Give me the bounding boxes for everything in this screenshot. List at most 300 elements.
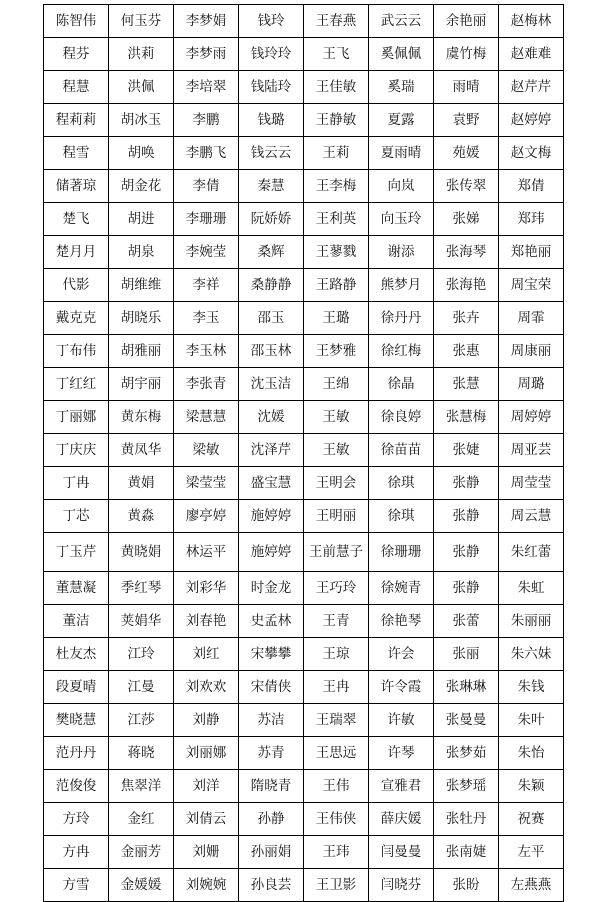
person-name: 朱丽丽 (510, 612, 552, 629)
person-name: 钱璐 (257, 111, 285, 128)
person-name: 王伟侠 (315, 810, 357, 827)
person-name: 宣雅君 (380, 777, 422, 794)
person-name: 周璐 (517, 375, 545, 392)
name-cell (239, 434, 304, 467)
name-cell (434, 203, 499, 236)
person-name: 苏洁 (257, 711, 285, 728)
person-name: 程慧 (62, 78, 90, 95)
person-name: 张卉 (452, 309, 480, 326)
name-cell (109, 71, 174, 104)
name-cell (304, 302, 369, 335)
person-name: 王佳敏 (315, 78, 357, 95)
person-name: 方玲 (62, 810, 90, 827)
name-cell (369, 104, 434, 137)
name-cell (499, 500, 564, 533)
name-cell (369, 605, 434, 638)
name-cell (44, 269, 109, 302)
table-row (44, 335, 564, 368)
table-row (44, 869, 564, 902)
person-name: 胡进 (127, 210, 155, 227)
name-cell (499, 638, 564, 671)
person-name: 朱红蕾 (510, 543, 552, 560)
name-cell (304, 605, 369, 638)
table-row (44, 170, 564, 203)
person-name: 张琳琳 (445, 678, 487, 695)
name-cell (174, 500, 239, 533)
table-row (44, 38, 564, 71)
name-cell (109, 269, 174, 302)
person-name: 刘婉婉 (185, 876, 227, 893)
person-name: 王瑞翠 (315, 711, 357, 728)
name-cell (434, 704, 499, 737)
person-name: 金红 (127, 810, 155, 827)
name-cell (174, 836, 239, 869)
person-name: 薛庆媛 (380, 810, 422, 827)
name-cell (304, 467, 369, 500)
person-name: 雨晴 (452, 78, 480, 95)
person-name: 刘彩华 (185, 579, 227, 596)
person-name: 朱虹 (517, 579, 545, 596)
person-name: 胡雅丽 (120, 342, 162, 359)
person-name: 郑倩 (517, 177, 545, 194)
name-cell (369, 533, 434, 572)
person-name: 范丹丹 (55, 744, 97, 761)
name-cell (109, 203, 174, 236)
name-cell (109, 368, 174, 401)
name-cell (434, 71, 499, 104)
person-name: 王璐 (322, 309, 350, 326)
name-cell (434, 137, 499, 170)
name-cell (174, 401, 239, 434)
name-cell (239, 737, 304, 770)
name-cell (44, 572, 109, 605)
person-name: 黄淼 (127, 507, 155, 524)
person-name: 隋晓青 (250, 777, 292, 794)
name-cell (174, 704, 239, 737)
person-name: 左燕燕 (510, 876, 552, 893)
name-cell (499, 401, 564, 434)
name-cell (44, 869, 109, 902)
person-name: 周霏 (517, 309, 545, 326)
person-name: 阮娇娇 (250, 210, 292, 227)
name-cell (44, 434, 109, 467)
person-name: 周云慧 (510, 507, 552, 524)
person-name: 王明丽 (315, 507, 357, 524)
person-name: 赵芹芹 (510, 78, 552, 95)
person-name: 林运平 (185, 543, 227, 560)
person-name: 徐婉青 (380, 579, 422, 596)
person-name: 奚佩佩 (380, 45, 422, 62)
person-name: 钱玲玲 (250, 45, 292, 62)
name-cell (174, 605, 239, 638)
person-name: 孙丽娟 (250, 843, 292, 860)
name-cell (44, 638, 109, 671)
table-row (44, 5, 564, 38)
person-name: 胡泉 (127, 243, 155, 260)
name-cell (239, 770, 304, 803)
person-name: 李玉林 (185, 342, 227, 359)
person-name: 陈智伟 (55, 12, 97, 29)
name-cell (239, 104, 304, 137)
name-cell (369, 302, 434, 335)
name-cell (369, 170, 434, 203)
person-name: 王敏 (322, 408, 350, 425)
person-name: 代影 (62, 276, 90, 293)
person-name: 刘红 (192, 645, 220, 662)
person-name: 刘倩云 (185, 810, 227, 827)
person-name: 洪佩 (127, 78, 155, 95)
person-name: 徐琪 (387, 474, 415, 491)
name-cell (304, 572, 369, 605)
name-cell (174, 770, 239, 803)
name-roster-table (43, 4, 564, 902)
person-name: 邵玉林 (250, 342, 292, 359)
person-name: 李培翠 (185, 78, 227, 95)
name-cell (499, 572, 564, 605)
person-name: 胡金花 (120, 177, 162, 194)
person-name: 胡唤 (127, 144, 155, 161)
table-row (44, 302, 564, 335)
name-cell (434, 638, 499, 671)
table-row (44, 605, 564, 638)
name-cell (174, 38, 239, 71)
person-name: 张静 (452, 543, 480, 560)
table-row (44, 434, 564, 467)
name-cell (499, 671, 564, 704)
person-name: 王玮 (322, 843, 350, 860)
table-row (44, 737, 564, 770)
name-cell (369, 203, 434, 236)
person-name: 张静 (452, 507, 480, 524)
person-name: 施婷婷 (250, 543, 292, 560)
person-name: 荚娟华 (120, 612, 162, 629)
person-name: 周婷婷 (510, 408, 552, 425)
person-name: 李倩 (192, 177, 220, 194)
name-cell (369, 401, 434, 434)
person-name: 李玉 (192, 309, 220, 326)
name-cell (434, 572, 499, 605)
person-name: 郑艳丽 (510, 243, 552, 260)
person-name: 张慧梅 (445, 408, 487, 425)
person-name: 刘静 (192, 711, 220, 728)
name-cell (499, 170, 564, 203)
person-name: 楚月月 (55, 243, 97, 260)
name-cell (109, 869, 174, 902)
name-cell (369, 803, 434, 836)
person-name: 黄娟 (127, 474, 155, 491)
name-cell (239, 236, 304, 269)
person-name: 张蕾 (452, 612, 480, 629)
person-name: 董洁 (62, 612, 90, 629)
name-cell (239, 335, 304, 368)
name-cell (304, 71, 369, 104)
person-name: 王巧玲 (315, 579, 357, 596)
name-cell (44, 803, 109, 836)
name-cell (499, 203, 564, 236)
name-cell (174, 671, 239, 704)
person-name: 宋攀攀 (250, 645, 292, 662)
name-cell (174, 467, 239, 500)
person-name: 张慧 (452, 375, 480, 392)
table-row (44, 269, 564, 302)
name-cell (304, 704, 369, 737)
person-name: 张曼曼 (445, 711, 487, 728)
table-row (44, 533, 564, 572)
name-cell (369, 434, 434, 467)
person-name: 赵难难 (510, 45, 552, 62)
name-cell (434, 269, 499, 302)
name-cell (369, 572, 434, 605)
person-name: 祝赛 (517, 810, 545, 827)
name-cell (174, 269, 239, 302)
person-name: 徐晶 (387, 375, 415, 392)
person-name: 季红琴 (120, 579, 162, 596)
person-name: 王利英 (315, 210, 357, 227)
name-cell (434, 38, 499, 71)
person-name: 沈玉洁 (250, 375, 292, 392)
person-name: 闫晓芬 (380, 876, 422, 893)
person-name: 王飞 (322, 45, 350, 62)
name-cell (44, 38, 109, 71)
person-name: 徐艳琴 (380, 612, 422, 629)
name-cell (44, 671, 109, 704)
name-cell (434, 5, 499, 38)
table-row (44, 638, 564, 671)
person-name: 张梦瑶 (445, 777, 487, 794)
name-cell (499, 869, 564, 902)
person-name: 王梦雅 (315, 342, 357, 359)
name-cell (109, 302, 174, 335)
person-name: 孙静 (257, 810, 285, 827)
name-cell (109, 638, 174, 671)
person-name: 赵婷婷 (510, 111, 552, 128)
person-name: 程莉莉 (55, 111, 97, 128)
name-cell (174, 335, 239, 368)
name-cell (44, 605, 109, 638)
name-cell (109, 671, 174, 704)
name-cell (369, 737, 434, 770)
table-row (44, 572, 564, 605)
person-name: 武云云 (380, 12, 422, 29)
name-cell (239, 170, 304, 203)
person-name: 李梦雨 (185, 45, 227, 62)
person-name: 周康丽 (510, 342, 552, 359)
table-row (44, 467, 564, 500)
name-cell (499, 38, 564, 71)
name-cell (304, 5, 369, 38)
name-cell (109, 137, 174, 170)
person-name: 王琼 (322, 645, 350, 662)
person-name: 张丽 (452, 645, 480, 662)
person-name: 桑辉 (257, 243, 285, 260)
name-cell (369, 137, 434, 170)
name-cell (174, 104, 239, 137)
person-name: 苏青 (257, 744, 285, 761)
name-cell (304, 533, 369, 572)
person-name: 王蓼戮 (315, 243, 357, 260)
person-name: 许敏 (387, 711, 415, 728)
person-name: 徐琪 (387, 507, 415, 524)
person-name: 熊梦月 (380, 276, 422, 293)
person-name: 丁丽娜 (55, 408, 97, 425)
person-name: 段夏晴 (55, 678, 97, 695)
table-row (44, 770, 564, 803)
person-name: 李鹏 (192, 111, 220, 128)
name-cell (304, 335, 369, 368)
name-cell (499, 269, 564, 302)
name-cell (44, 71, 109, 104)
person-name: 刘姗 (192, 843, 220, 860)
name-cell (434, 737, 499, 770)
name-cell (174, 533, 239, 572)
name-cell (434, 533, 499, 572)
name-cell (304, 203, 369, 236)
person-name: 张南婕 (445, 843, 487, 860)
name-cell (44, 704, 109, 737)
name-cell (434, 236, 499, 269)
person-name: 徐丹丹 (380, 309, 422, 326)
name-cell (239, 269, 304, 302)
name-cell (174, 638, 239, 671)
name-cell (304, 434, 369, 467)
name-cell (174, 434, 239, 467)
person-name: 施婷婷 (250, 507, 292, 524)
person-name: 李张青 (185, 375, 227, 392)
name-cell (369, 467, 434, 500)
table-row (44, 236, 564, 269)
person-name: 向玉玲 (380, 210, 422, 227)
person-name: 徐苗苗 (380, 441, 422, 458)
name-cell (434, 500, 499, 533)
name-cell (369, 5, 434, 38)
person-name: 戴克克 (55, 309, 97, 326)
name-cell (434, 836, 499, 869)
table-row (44, 203, 564, 236)
name-cell (109, 5, 174, 38)
person-name: 江玲 (127, 645, 155, 662)
person-name: 时金龙 (250, 579, 292, 596)
name-cell (499, 605, 564, 638)
name-cell (44, 335, 109, 368)
table-row (44, 368, 564, 401)
person-name: 余艳丽 (445, 12, 487, 29)
person-name: 朱怡 (517, 744, 545, 761)
person-name: 胡维维 (120, 276, 162, 293)
name-cell (369, 236, 434, 269)
person-name: 李祥 (192, 276, 220, 293)
person-name: 王明会 (315, 474, 357, 491)
name-cell (304, 836, 369, 869)
name-cell (44, 500, 109, 533)
name-cell (499, 803, 564, 836)
name-cell (44, 737, 109, 770)
person-name: 王思远 (315, 744, 357, 761)
name-cell (499, 434, 564, 467)
name-cell (434, 302, 499, 335)
person-name: 朱六妹 (510, 645, 552, 662)
name-cell (174, 203, 239, 236)
name-cell (304, 869, 369, 902)
name-cell (369, 836, 434, 869)
person-name: 李鹏飞 (185, 144, 227, 161)
name-cell (174, 71, 239, 104)
person-name: 丁庆庆 (55, 441, 97, 458)
name-cell (44, 533, 109, 572)
name-cell (109, 737, 174, 770)
person-name: 江莎 (127, 711, 155, 728)
person-name: 虞竹梅 (445, 45, 487, 62)
name-cell (369, 770, 434, 803)
person-name: 程雪 (62, 144, 90, 161)
name-cell (239, 401, 304, 434)
name-cell (369, 335, 434, 368)
person-name: 丁冉 (62, 474, 90, 491)
name-cell (499, 236, 564, 269)
person-name: 廖亭婷 (185, 507, 227, 524)
name-cell (304, 401, 369, 434)
person-name: 黄晓娟 (120, 543, 162, 560)
person-name: 秦慧 (257, 177, 285, 194)
person-name: 董慧凝 (55, 579, 97, 596)
name-cell (499, 467, 564, 500)
person-name: 黄凤华 (120, 441, 162, 458)
person-name: 张娣 (452, 210, 480, 227)
name-cell (109, 803, 174, 836)
person-name: 黄东梅 (120, 408, 162, 425)
name-cell (44, 5, 109, 38)
name-cell (369, 704, 434, 737)
name-roster-sheet (43, 4, 564, 902)
person-name: 江曼 (127, 678, 155, 695)
person-name: 刘洋 (192, 777, 220, 794)
person-name: 钱玲 (257, 12, 285, 29)
name-cell (434, 368, 499, 401)
person-name: 张婕 (452, 441, 480, 458)
name-cell (499, 704, 564, 737)
name-cell (109, 500, 174, 533)
name-cell (44, 368, 109, 401)
person-name: 胡宇丽 (120, 375, 162, 392)
person-name: 李梦娟 (185, 12, 227, 29)
person-name: 宋倩侠 (250, 678, 292, 695)
name-cell (174, 5, 239, 38)
name-cell (109, 335, 174, 368)
name-cell (174, 803, 239, 836)
person-name: 闫曼曼 (380, 843, 422, 860)
person-name: 徐珊珊 (380, 543, 422, 560)
person-name: 刘欢欢 (185, 678, 227, 695)
person-name: 向岚 (387, 177, 415, 194)
person-name: 张静 (452, 579, 480, 596)
name-cell (109, 836, 174, 869)
name-cell (304, 803, 369, 836)
person-name: 周莹莹 (510, 474, 552, 491)
person-name: 刘丽娜 (185, 744, 227, 761)
name-cell (434, 104, 499, 137)
name-cell (499, 71, 564, 104)
person-name: 周宝荣 (510, 276, 552, 293)
name-cell (369, 869, 434, 902)
name-cell (239, 803, 304, 836)
name-cell (239, 500, 304, 533)
name-cell (174, 572, 239, 605)
person-name: 袁野 (452, 111, 480, 128)
name-cell (239, 71, 304, 104)
person-name: 张传翠 (445, 177, 487, 194)
person-name: 洪莉 (127, 45, 155, 62)
person-name: 丁布伟 (55, 342, 97, 359)
name-cell (239, 836, 304, 869)
